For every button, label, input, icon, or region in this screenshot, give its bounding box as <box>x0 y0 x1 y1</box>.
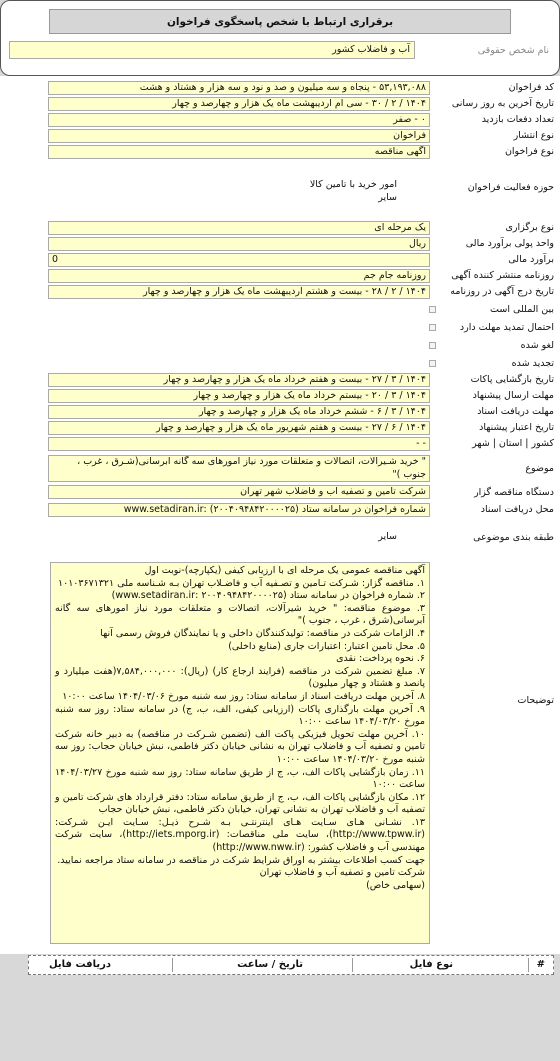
renewed-checkbox <box>429 360 436 367</box>
desc-line: ۱۱. زمان بازگشایی پاکات الف، ب، ج از طریق سامانه ستاد: روز سه شنبه مورخ ۱۴۰۴/۰۳/۲۷ ساعت ۱۰:۰۰ <box>55 766 425 791</box>
files-table-header <box>28 955 554 975</box>
files-col-number: # <box>536 959 545 970</box>
desc-line: ۷. مبلغ تضمین شرکت در مناقصه (فرایند ارجاع کار) (ریال): ۷,۵۸۴,۰۰۰,۰۰۰(هفت میلیارد و پانصد و هشتاد و چهار میلیون) <box>55 665 425 690</box>
desc-line: ۱۲. مکان بازگشایی پاکات الف، ب، ج از طریق سامانه ستاد: دفتر قرارداد های شرکت تامین و تصفیه آب و فاضلاب تهران به نشانی تهران، خیابان دکتر فاطمی، نبش خیابان حجاب <box>55 791 425 816</box>
desc-line: جهت کسب اطلاعات بیشتر به اوراق شرایط شرکت در مناقصه در سامانه ستاد مراجعه نمایید. <box>57 854 425 866</box>
extension-checkbox <box>429 324 436 331</box>
contact-panel <box>0 0 560 76</box>
desc-line: ۴. الزامات شرکت در مناقصه: تولیدکنندگان داخلی و یا نمایندگان فروش رسمی آنها <box>100 627 425 639</box>
desc-line: ۶. نحوه پرداخت: نقدی <box>336 653 425 665</box>
desc-line: شرکت تامین و تصفیه آب و فاضلاب تهران <box>259 867 425 879</box>
desc-line: ۸. آخرین مهلت دریافت اسناد از سامانه ستاد: روز سه شنبه مورخ ۱۴۰۴/۰۳/۰۶ ساعت ۱۰:۰۰ <box>62 690 425 702</box>
files-col-date: تاریخ / ساعت <box>237 959 303 970</box>
desc-line: ۱. مناقصه گزار: شـرکت تـامین و تصـفیه آب و فاضـلاب تهران بـه شـناسه ملی ۱۰۱۰۳۶۷۱۳۲۱ <box>57 577 425 589</box>
desc-line: ۵. محل تامین اعتبار: اعتبارات جاری (منابع داخلی) <box>228 640 425 652</box>
files-col-download: دریافت فایل <box>49 959 111 970</box>
contact-title: برقراری ارتباط با شخص پاسخگوی فراخوان <box>49 9 511 34</box>
page-background-footer <box>0 978 560 1061</box>
desc-line: ۹. آخرین مهلت بارگذاری پاکات (ارزیابی کیفی، الف، ب، ج) در سامانه ستاد: روز سه شنبه مورخ ۱۴۰۴/۰۳/۲۰ ساعت ۱۰:۰۰ <box>55 703 425 728</box>
desc-line: (سهامی خاص) <box>366 879 425 891</box>
legal-entity-value: آب و فاضلاب کشور <box>9 41 415 59</box>
cancelled-checkbox <box>429 342 436 349</box>
tender-details-panel: کد فراخوان ۵۳,۱۹۳,۰۸۸ - پنجاه و سه میلیون و صد و نود و سه هزار و هشتاد و هشت تاریخ آخرین به روز رسانی ۱۴۰۴ / ۲ / ۳۰ - سی ام اردیبهشت ماه یک هزار و چهارصد و چهار تعداد دفعات بازدید ۰ - صفر نوع انتشار فراخوان نوع فراخوان آگهی مناقصه حوزه فعالیت فراخوان امور خرید با تامین کالا سایر نوع برگزاری یک مرحله ای واحد پولی برآورد مالی ریال برآورد مالی 0 روزنامه منتشر کننده آگهی روزنامه جام جم تاریخ درج آگهی در روزنامه ۱۴۰۴ / ۲ / ۲۸ - بیست و هشتم اردیبهشت ماه یک هزار و چهارصد و چهار بین المللی است احتمال تمدید مهلت دارد لغو شده تجدید شده تاریخ بازگشایی پاکات ۱۴۰۴ / ۳ / ۲۷ - بیست و هفتم خرداد ماه یک هزار و چهارصد و چهار مهلت ارسال پیشنهاد ۱۴۰۴ / ۳ / ۲۰ - بیستم خرداد ماه یک هزار و چهارصد و چهار مهلت دریافت اسناد ۱۴۰۴ / ۳ / ۶ - ششم خرداد ماه یک هزار و چهارصد و چهار تاریخ اعتبار پیشنهاد ۱۴۰۴ / ۶ / ۲۷ - بیست و هفتم شهریور ماه یک هزار و چهارصد و چهار کشور | استان | شهر - - موضوع " خرید شـیرآلات، اتصالات و متعلقات مورد نیاز امورهای سه گانه آبرسانی(شـرق ، غرب ، جنوب )" دستگاه مناقصه گزار شرکت تامین و تصفیه آب و فاضلاب شهر تهران محل دریافت اسناد شماره فراخوان در سامانه ستاد (۲۰۰۴۰۹۴۸۴۲۰۰۰۰۲۵) :www.setadiran.ir طبقه بندی موضوعی سایر توضیحات آگهی مناقصه عمومی یک مرحله ای با ارزیابی کیفی (یکپارچه)-نوبت اول ۱. مناقصه گزار: شـرکت تـامین و تصـفیه آب و فاضـلاب تهران بـه شـناسه ملی ۱۰۱۰۳۶۷۱۳۲۱ ۲. شماره فراخوان در سامانه ستاد (۲۰۰۴۰۹۴۸۴۲۰۰۰۰۲۵ :www.setadiran.ir) ۳. موضوع مناقصه: " خرید شیرآلات، اتصالات و متعلقات مورد نیاز امورهای سه گانه آبرسانی(شرق ، غرب ، جنوب )" ۴. الزامات شرکت در مناقصه: تولیدکنندگان داخلی و یا نمایندگان فروش رسمی آنها ۵. محل تامین اعتبار: اعتبارات جاری (منابع داخلی) ۶. نحوه پرداخت: نقدی ۷. مبلغ تضمین شرکت در مناقصه (فرایند ارجاع کار) (ریال): ۷,۵۸۴,۰۰۰,۰۰۰(هفت میلیارد و پانصد و هشتاد و چهار میلیون) ۸. آخرین مهلت دریافت اسناد از سامانه ستاد: روز سه شنبه مورخ ۱۴۰۴/۰۳/۰۶ ساعت ۱۰:۰۰ ۹. آخرین مهلت بارگذاری پاکات (ارزیابی کیفی، الف، ب، ج) در سامانه ستاد: روز سه شنبه مورخ ۱۴۰۴/۰۳/۲۰ ساعت ۱۰:۰۰ ۱۰. آخرین مهلت تحویل فیزیکی پاکت الف (تضمین شـرکت در مناقصه) به دبیر خانه شرکت تامین و تصفیه آب و فاضلاب تهران به نشانی خیابان دکتر فاطمی، نبش خیابان حجاب: روز سه شنبه مورخ ۱۴۰۴/۰۳/۲۰ ساعت ۱۰:۰۰ ۱۱. زمان بازگشایی پاکات الف، ب، ج از طریق سامانه ستاد: روز سه شنبه مورخ ۱۴۰۴/۰۳/۲۷ ساعت ۱۰:۰۰ ۱۲. مکان بازگشایی پاکات الف، ب، ج از طریق سامانه ستاد: دفتر قرارداد های شرکت تامین و تصفیه آب و فاضلاب تهران به نشانی تهران، خیابان دکتر فاطمی، نبش خیابان حجاب ۱۳. نشـانی هـای سـایت هـای اینترنتـی بـه شـرح ذیـل: سـایت ایـن شـرکت: (http://www.tpww.ir)، سایت ملی مناقصات: (http://iets.mporg.ir)، سایت شرکت مهندسی آب و فاضلاب کشور: (http://www.nww.ir) جهت کسب اطلاعات بیشتر به اوراق شرایط شرکت در مناقصه در سامانه ستاد مراجعه نمایید. شرکت تامین و تصفیه آب و فاضلاب تهران (سهامی خاص) <box>0 76 560 954</box>
desc-line: ۳. موضوع مناقصه: " خرید شیرآلات، اتصالات و متعلقات مورد نیاز امورهای سه گانه آبرسانی(شرق ، غرب ، جنوب )" <box>55 602 425 627</box>
activity-area-line-1: امور خرید با تامین کالا <box>309 179 397 190</box>
legal-entity-label: نام شخص حقوقی <box>477 45 549 56</box>
desc-line: ۲. شماره فراخوان در سامانه ستاد (۲۰۰۴۰۹۴۸۴۲۰۰۰۰۲۵ :www.setadiran.ir) <box>111 590 425 602</box>
files-col-type: نوع فایل <box>409 959 453 970</box>
desc-line: ۱۰. آخرین مهلت تحویل فیزیکی پاکت الف (تضمین شـرکت در مناقصه) به دبیر خانه شرکت تامین و تصفیه آب و فاضلاب تهران به نشانی خیابان دکتر فاطمی، نبش خیابان حجاب: روز سه شنبه مورخ ۱۴۰۴/۰۳/۲۰ ساعت ۱۰:۰۰ <box>55 728 425 765</box>
activity-area-line-2: سایر <box>378 192 397 203</box>
descriptions-box <box>50 562 430 944</box>
desc-line: ۱۳. نشـانی هـای سـایت هـای اینترنتـی بـه شـرح ذیـل: سـایت ایـن شـرکت: (http://www.tpww.ir)، سایت ملی مناقصات: (http://iets.mporg.ir)، سایت شرکت مهندسی آب و فاضلاب کشور: (http://www.nww.ir) <box>55 816 425 854</box>
descriptions-label: توضیحات <box>517 695 554 706</box>
desc-line: آگهی مناقصه عمومی یک مرحله ای با ارزیابی کیفی (یکپارچه)-نوبت اول <box>144 565 425 576</box>
international-checkbox <box>429 306 436 313</box>
field-tender-code: کد فراخوان ۵۳,۱۹۳,۰۸۸ - پنجاه و سه میلیون و صد و نود و سه هزار و هشتاد و هشت <box>0 80 560 94</box>
